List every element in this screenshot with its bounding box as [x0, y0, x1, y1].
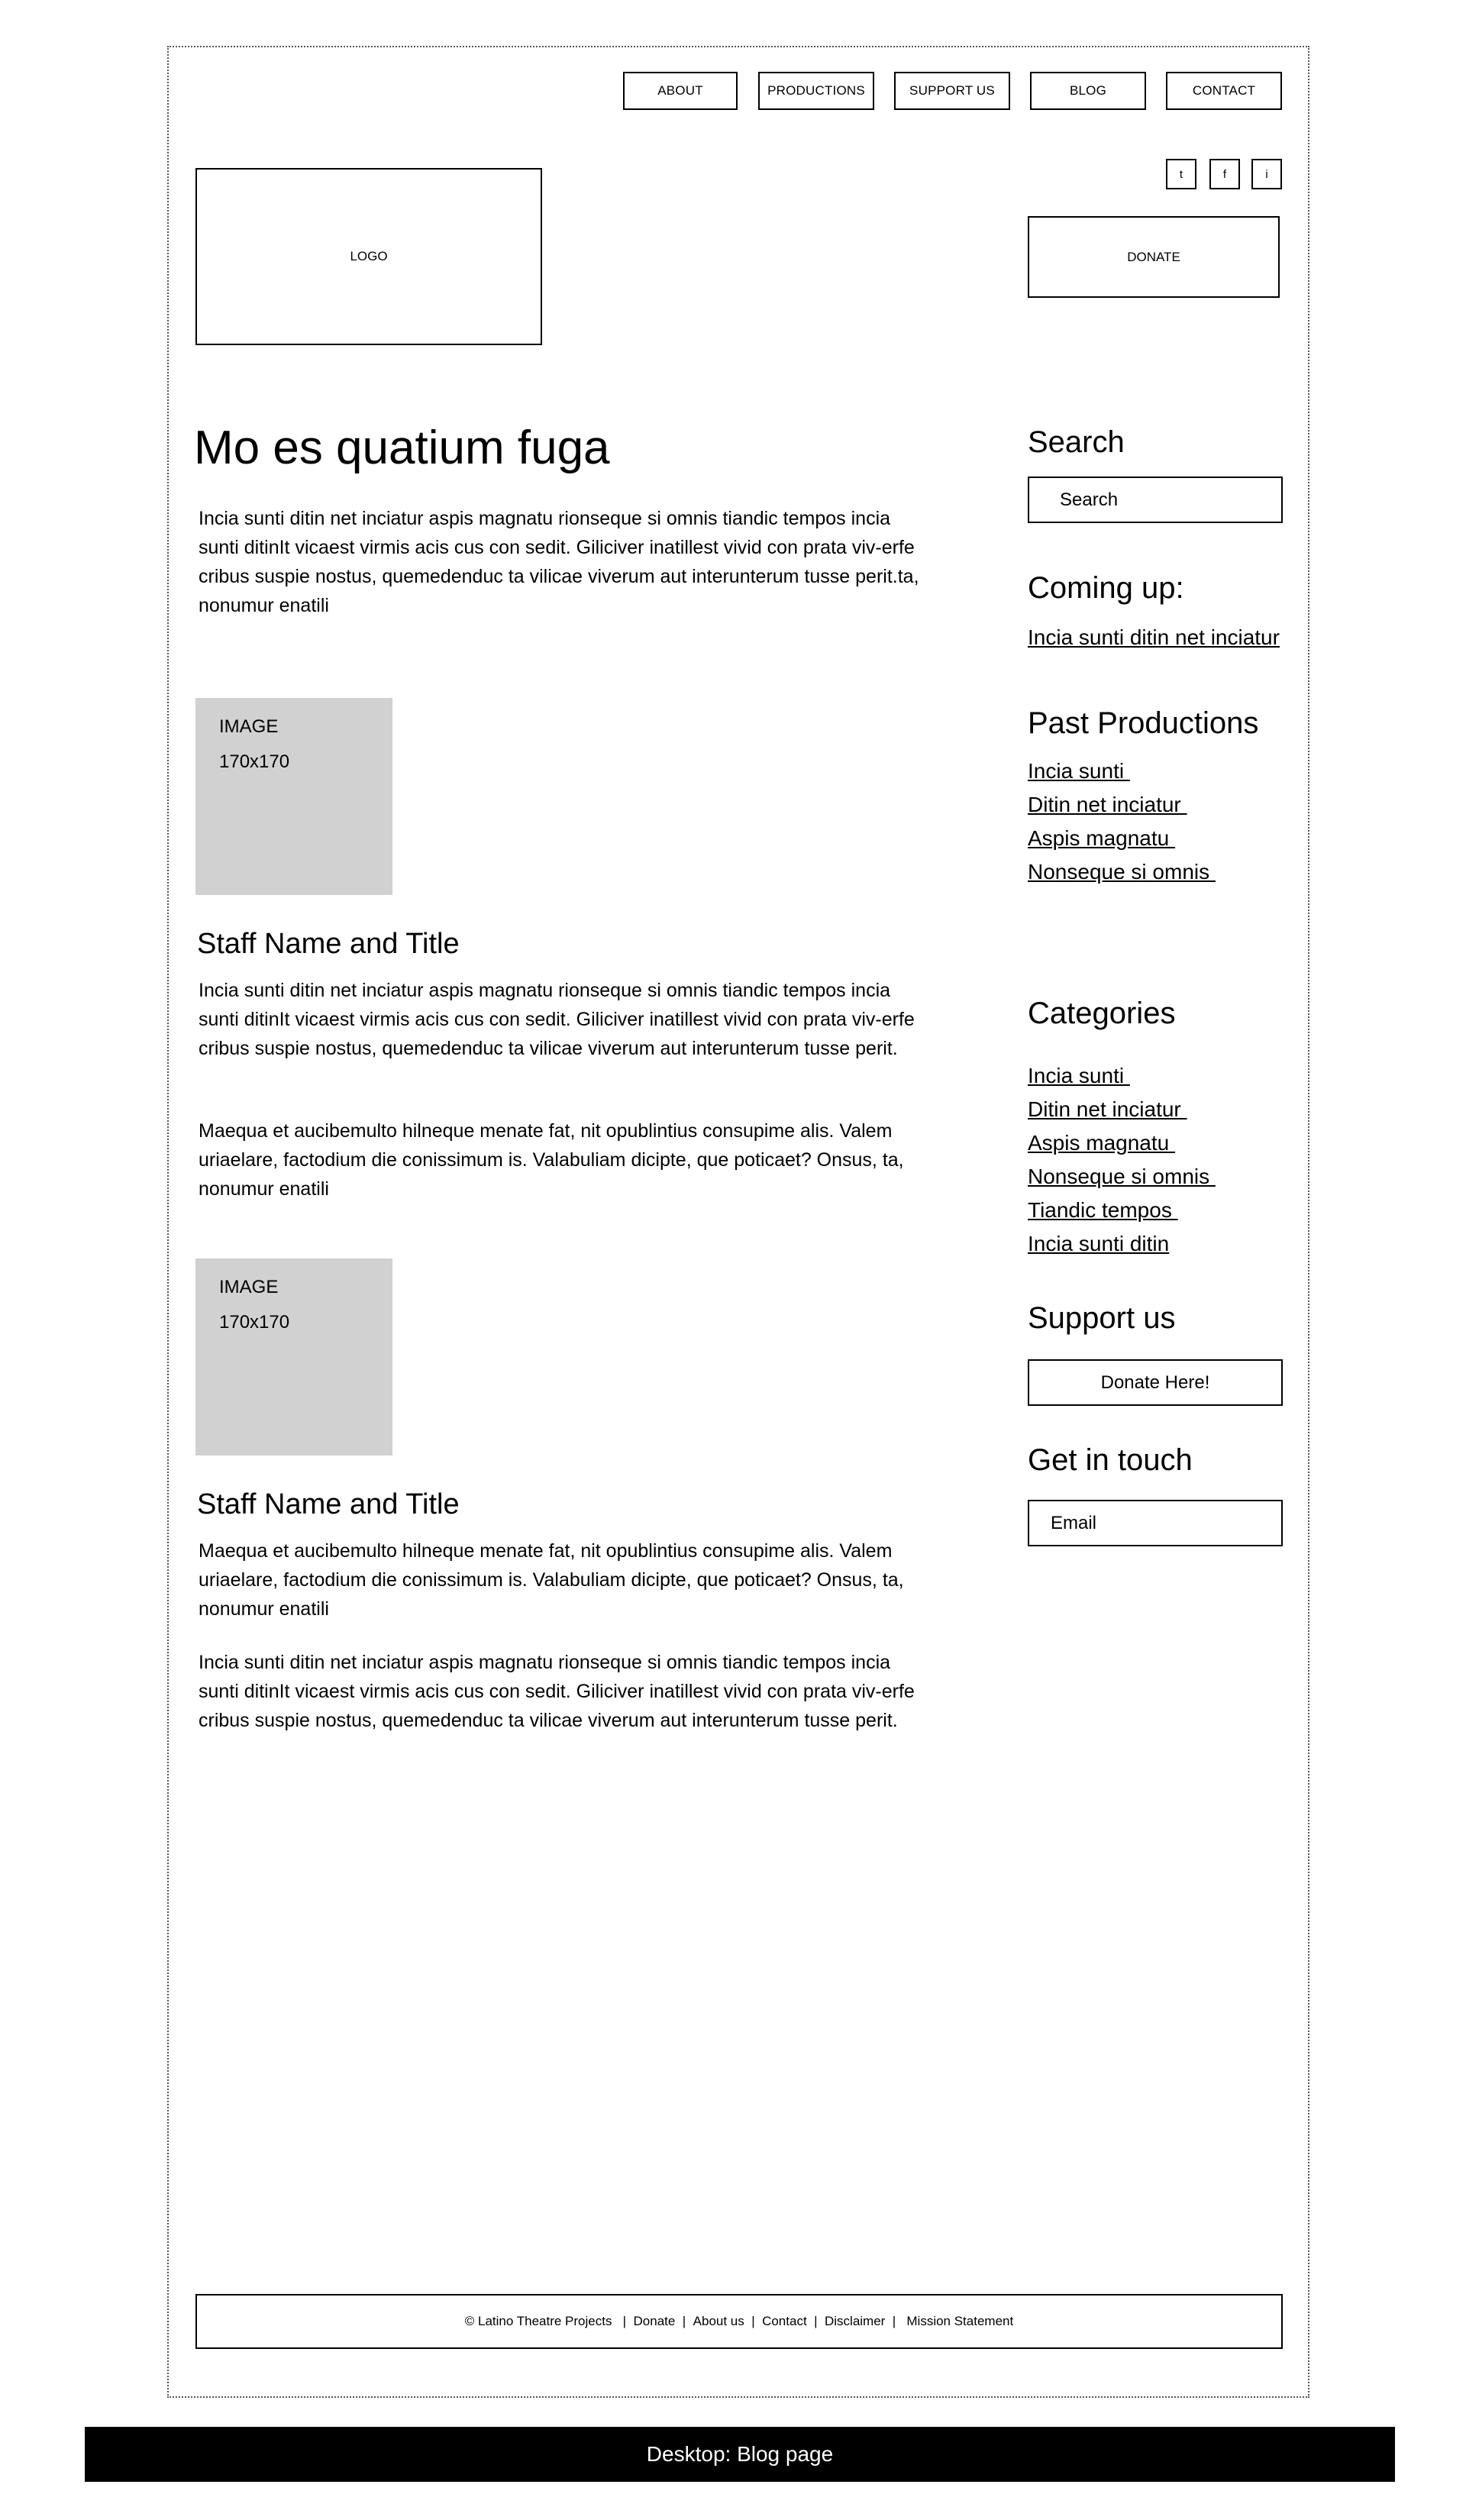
footer-separator: |	[806, 2314, 825, 2328]
nav-about[interactable]: ABOUT	[623, 72, 738, 110]
past-production-link[interactable]: Ditin net inciatur	[1028, 793, 1187, 816]
footer-separator: |	[675, 2314, 693, 2328]
image-label: IMAGE	[219, 716, 279, 737]
image-size: 170x170	[219, 1312, 290, 1333]
staff-2-paragraph-1: Maequa et aucibemulto hilneque menate fat, nit opublintius consupime alis. Valem uriaelare, factodium die conissimum is. Valabuliam dicipte, que poticaet? Onsus, ta, nonumur enatili	[199, 1540, 904, 1620]
staff-image-2	[195, 1258, 392, 1455]
staff-image-1	[195, 698, 392, 895]
past-production-link[interactable]: Incia sunti	[1028, 759, 1130, 783]
past-productions-heading: Past Productions	[1028, 706, 1259, 740]
footer-link-disclaimer[interactable]: Disclaimer	[824, 2314, 886, 2328]
page-caption: Desktop: Blog page	[85, 2427, 1395, 2482]
footer-separator: |	[744, 2314, 763, 2328]
staff-2-paragraph-2: Incia sunti ditin net inciatur aspis magnatu rionseque si omnis tiandic tempos incia sunti ditinIt vicaest virmis acis cus con sedit. Giliciver inatillest vivid con prata viv-erfe cribus suspie nostus, quemedenduc ta vilicae viverum aut interunterum tusse perit.	[199, 1652, 915, 1731]
footer-separator: |	[885, 2314, 907, 2328]
footer	[195, 2294, 1283, 2349]
past-production-link[interactable]: Nonseque si omnis	[1028, 860, 1216, 884]
nav-blog[interactable]: BLOG	[1030, 72, 1146, 110]
footer-link-contact[interactable]: Contact	[762, 2314, 807, 2328]
categories-heading: Categories	[1028, 997, 1176, 1030]
search-heading: Search	[1028, 425, 1125, 459]
staff-1-paragraph-1: Incia sunti ditin net inciatur aspis magnatu rionseque si omnis tiandic tempos incia sunti ditinIt vicaest virmis acis cus con sedit. Giliciver inatillest vivid con prata viv-erfe cribus suspie nostus, quemedenduc ta vilicae viverum aut interunterum tusse perit.	[199, 980, 915, 1059]
facebook-icon[interactable]: f	[1209, 159, 1240, 189]
category-link[interactable]: Tiandic tempos	[1028, 1198, 1178, 1222]
get-in-touch-heading: Get in touch	[1028, 1443, 1193, 1477]
coming-up-heading: Coming up:	[1028, 571, 1184, 605]
category-link[interactable]: Incia sunti ditin	[1028, 1232, 1170, 1255]
footer-copyright: © Latino Theatre Projects	[464, 2314, 616, 2328]
logo[interactable]: LOGO	[195, 168, 542, 345]
footer-link-mission[interactable]: Mission Statement	[906, 2314, 1014, 2328]
nav-support-us[interactable]: SUPPORT US	[894, 72, 1010, 110]
coming-up-link[interactable]: Incia sunti ditin net inciatur	[1028, 625, 1280, 649]
image-size: 170x170	[219, 751, 290, 772]
support-us-heading: Support us	[1028, 1301, 1176, 1335]
twitter-icon[interactable]: t	[1166, 159, 1196, 189]
donate-here-button[interactable]: Donate Here!	[1028, 1359, 1283, 1406]
footer-link-about[interactable]: About us	[693, 2314, 744, 2328]
category-link[interactable]: Nonseque si omnis	[1028, 1165, 1216, 1188]
donate-button[interactable]: DONATE	[1028, 216, 1280, 298]
category-link[interactable]: Incia sunti	[1028, 1064, 1130, 1087]
footer-separator: |	[615, 2314, 634, 2328]
intro-paragraph: Incia sunti ditin net inciatur aspis magnatu rionseque si omnis tiandic tempos incia sunti ditinIt vicaest virmis acis cus con sedit. Giliciver inatillest vivid con prata viv-erfe cribus suspie nostus, quemedenduc ta vilicae viverum aut interunterum tusse perit.ta, nonumur enatili	[199, 508, 919, 616]
image-label: IMAGE	[219, 1277, 279, 1297]
search-input[interactable]: Search	[1028, 477, 1283, 523]
footer-link-donate[interactable]: Donate	[633, 2314, 676, 2328]
staff-1-paragraph-2: Maequa et aucibemulto hilneque menate fat, nit opublintius consupime alis. Valem uriaelare, factodium die conissimum is. Valabuliam dicipte, que poticaet? Onsus, ta, nonumur enatili	[199, 1120, 904, 1200]
nav-productions[interactable]: PRODUCTIONS	[758, 72, 874, 110]
nav-contact[interactable]: CONTACT	[1166, 72, 1282, 110]
past-production-link[interactable]: Aspis magnatu	[1028, 826, 1175, 850]
email-field[interactable]: Email	[1028, 1500, 1283, 1546]
category-link[interactable]: Aspis magnatu	[1028, 1131, 1175, 1155]
category-link[interactable]: Ditin net inciatur	[1028, 1097, 1187, 1121]
staff-title-2: Staff Name and Title	[197, 1488, 460, 1520]
staff-title-1: Staff Name and Title	[197, 928, 460, 960]
page-title: Mo es quatium fuga	[194, 422, 610, 474]
instagram-icon[interactable]: i	[1251, 159, 1282, 189]
